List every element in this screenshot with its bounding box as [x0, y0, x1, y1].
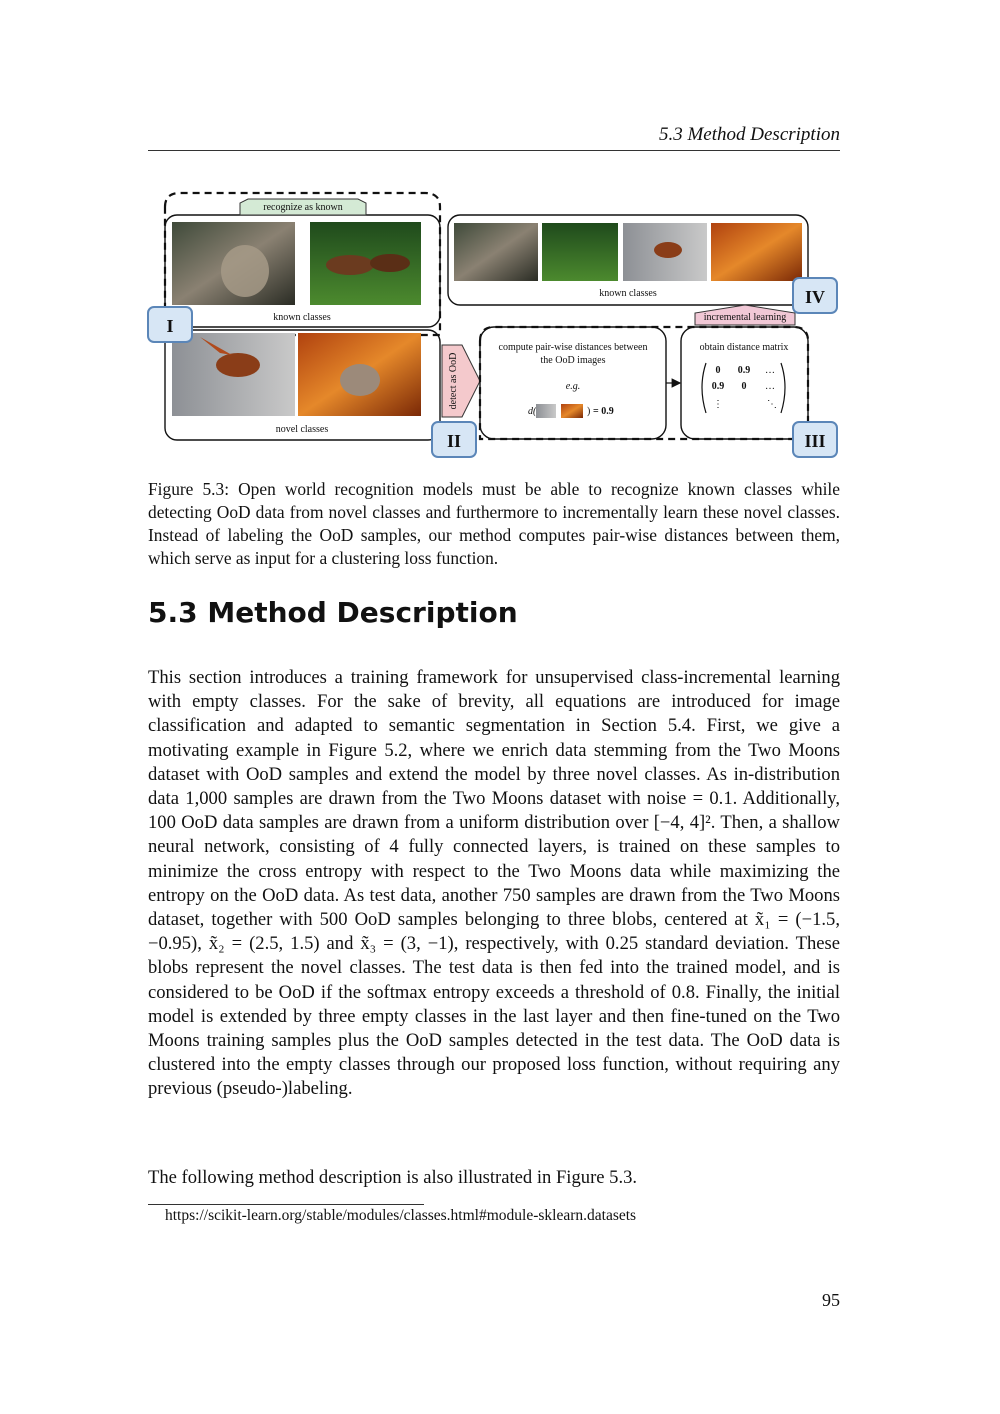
- running-header: 5.3 Method Description: [148, 124, 840, 151]
- recognize-as-known-label: recognize as known: [263, 202, 343, 213]
- marker-I: [148, 307, 192, 342]
- section-title: 5.3 Method Description: [148, 596, 518, 629]
- novel-classes-label: novel classes: [275, 424, 329, 435]
- matrix-cell: ⋱: [767, 399, 777, 410]
- svg-text:IV: IV: [804, 287, 826, 307]
- eg-label: e.g.: [565, 381, 581, 392]
- matrix-cell: …: [765, 381, 775, 392]
- matrix-cell: 0.9: [737, 365, 751, 376]
- known-classes-label-right: known classes: [599, 288, 657, 299]
- ood-thumb-squirrel: [561, 404, 583, 418]
- marker-IV: [793, 278, 837, 313]
- page-number: 95: [822, 1290, 840, 1310]
- cat-thumb: [454, 223, 538, 281]
- detect-as-ood-label: detect as OoD: [448, 352, 459, 410]
- distance-d: d(: [528, 406, 537, 417]
- matrix-cell: ⋮: [713, 399, 723, 410]
- squirrel-thumb: [711, 223, 802, 281]
- matrix-cell: 0.9: [711, 381, 725, 392]
- marker-III: [793, 422, 837, 457]
- compute-label-line2: the OoD images: [540, 355, 606, 366]
- known-classes-label-left: known classes: [273, 312, 331, 323]
- distance-value: = 0.9: [593, 406, 614, 417]
- svg-text:III: III: [804, 431, 826, 451]
- matrix-cell: …: [765, 365, 775, 376]
- horse-thumb: [542, 223, 618, 281]
- incremental-learning-label: incremental learning: [703, 312, 787, 323]
- marker-II: [432, 422, 476, 457]
- svg-text:I: I: [166, 316, 174, 336]
- matrix-cell: 0: [715, 365, 721, 376]
- ood-thumb-bird: [536, 404, 556, 418]
- footnote-rule: [148, 1204, 424, 1205]
- svg-text:II: II: [446, 431, 462, 451]
- figure-diagram: [140, 185, 850, 465]
- body-paragraph-2: The following method description is also illustrated in Figure 5.3.: [148, 1167, 638, 1188]
- body-paragraph-1: This section introduces a training framework for unsupervised class-incremental learning with empty classes. For the sake of brevity, all equations are introduced for image classification and adapted to semantic segmentation in Section 5.4. First, we give a motivating example in Figure 5.2, where we enrich data stemming from the Two Moons dataset with OoD samples and extend the model by three novel classes. As in-distribution data 1,000 samples are drawn from the Two Moons dataset with noise = 0.1. Additionally, 100 OoD data samples are drawn from a uniform distribution over [−4, 4]². Then, a shallow neural network, consisting of 4 fully connected layers, is trained on these samples to minimize the cross entropy with respect to the Two Moons data while maximizing the entropy on the OoD data. As test data, another 750 samples are drawn from the Two Moons dataset, together with 500 OoD samples belonging to three blobs, centered at x̃₁ = (−1.5, −0.95), x̃₂ = (2.5, 1.5) and x̃₃ = (3, −1), respectively, with 0.25 standard deviation. These blobs represent the novel classes. The test data is then fed into the trained model, and is considered to be OoD if the softmax entropy exceeds a threshold of 0.8. Finally, the initial model is extended by three empty classes in the last layer and then fine-tuned on the Two Moons training samples plus the OoD samples detected in the test data. The OoD data is clustered into the empty classes through our proposed loss function, without requiring any previous (pseudo-)labeling.: [148, 667, 840, 1100]
- compute-label-line1: compute pair-wise distances between: [498, 342, 648, 353]
- figure-5-3: [140, 185, 850, 465]
- obtain-matrix-label: obtain distance matrix: [699, 342, 789, 353]
- matrix-cell: 0: [741, 381, 747, 392]
- footnote: https://scikit-learn.org/stable/modules/classes.html#module-sklearn.datasets: [165, 1207, 637, 1224]
- distance-close: ): [587, 406, 591, 417]
- figure-caption: Figure 5.3: Open world recognition models must be able to recognize known classes while detecting OoD data from novel classes and furthermore to incrementally learn these novel classes. Instead of labeling the OoD samples, our method computes pair-wise distances between them, which serve as input for a clustering loss function.: [148, 479, 840, 568]
